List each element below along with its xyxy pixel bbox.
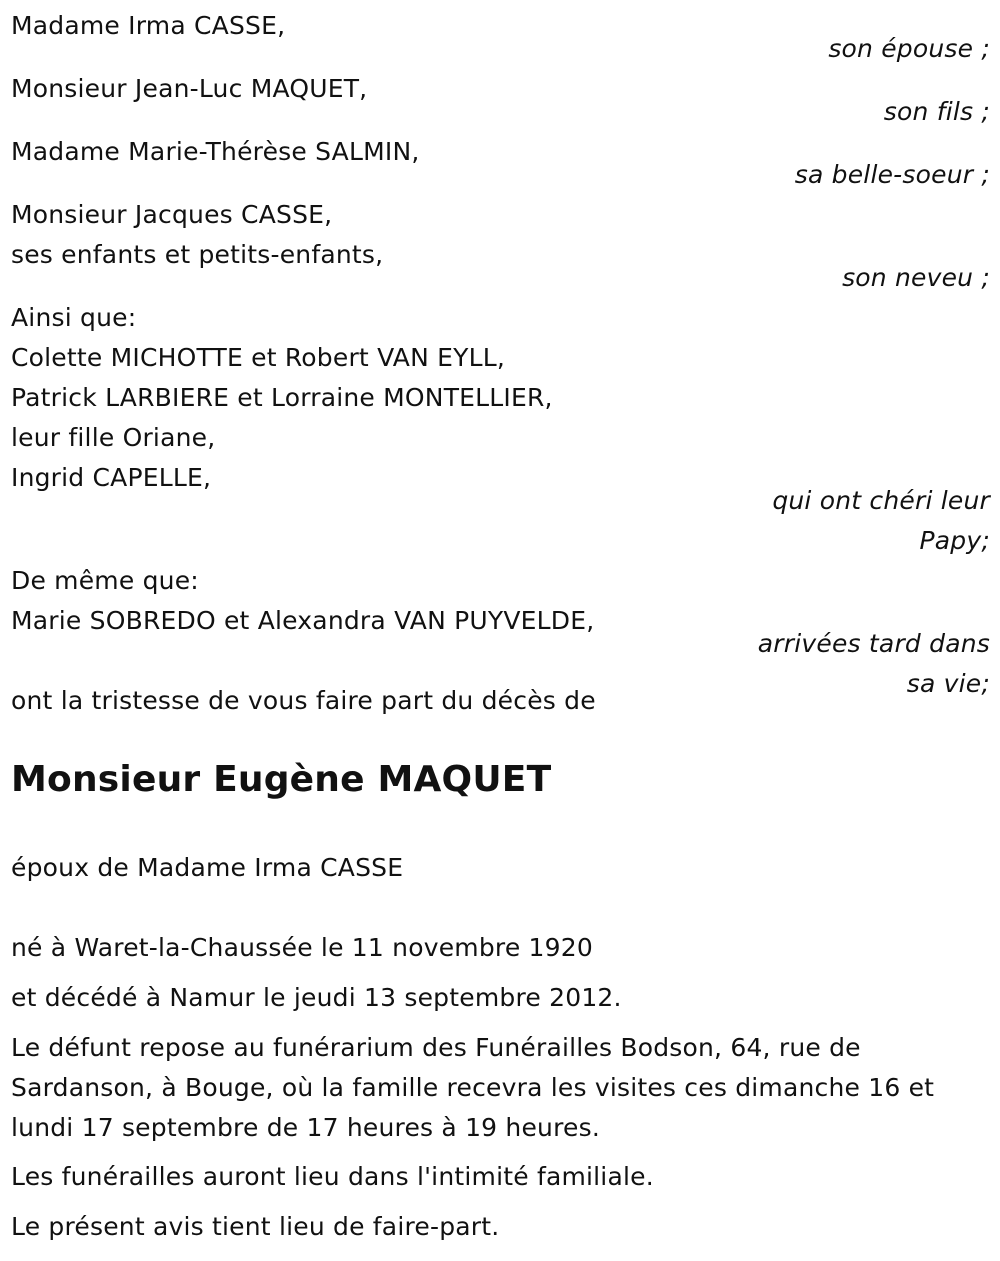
late-role-line2: sa vie; [906, 669, 990, 698]
others-role-line2: Papy; [919, 526, 990, 555]
family-nephew-family: ses enfants et petits-enfants, [11, 240, 384, 269]
family-nephew-role: son neveu ; [842, 263, 990, 292]
others-name: leur fille Oriane, [11, 423, 216, 452]
visitation-details: Le défunt repose au funérarium des Funérailles Bodson, 64, rue de Sardanson, à Bouge, où la famille recevra les visites ces dimanche 16 et lundi 17 septembre de 17 heures à 19 heures. [11, 1033, 935, 1142]
family-son-role: son fils ; [883, 97, 990, 126]
deceased-spouse-of: époux de Madame Irma CASSE [11, 853, 404, 882]
others-intro: Ainsi que: [11, 303, 137, 332]
others-name: Colette MICHOTTE et Robert VAN EYLL, [11, 343, 506, 372]
deceased-name: Monsieur Eugène MAQUET [11, 759, 552, 800]
others-role-line1: qui ont chéri leur [772, 486, 990, 515]
others-name: Patrick LARBIERE et Lorraine MONTELLIER, [11, 383, 553, 412]
funeral-details: Les funérailles auront lieu dans l'intimité familiale. [11, 1162, 654, 1191]
family-son: Monsieur Jean-Luc MAQUET, [11, 74, 368, 103]
others-name: Ingrid CAPELLE, [11, 463, 212, 492]
family-spouse-role: son épouse ; [828, 34, 990, 63]
family-sister-in-law-role: sa belle-soeur ; [794, 160, 990, 189]
deceased-died: et décédé à Namur le jeudi 13 septembre 2012. [11, 983, 622, 1012]
notice-text: Le présent avis tient lieu de faire-part. [11, 1212, 500, 1241]
late-role-line1: arrivées tard dans [757, 629, 990, 658]
family-spouse: Madame Irma CASSE, [11, 11, 286, 40]
late-names: Marie SOBREDO et Alexandra VAN PUYVELDE, [11, 606, 595, 635]
announcement: ont la tristesse de vous faire part du décès de [11, 686, 596, 715]
family-nephew: Monsieur Jacques CASSE, [11, 200, 333, 229]
late-intro: De même que: [11, 566, 199, 595]
family-sister-in-law: Madame Marie-Thérèse SALMIN, [11, 137, 420, 166]
deceased-born: né à Waret-la-Chaussée le 11 novembre 1920 [11, 933, 593, 962]
